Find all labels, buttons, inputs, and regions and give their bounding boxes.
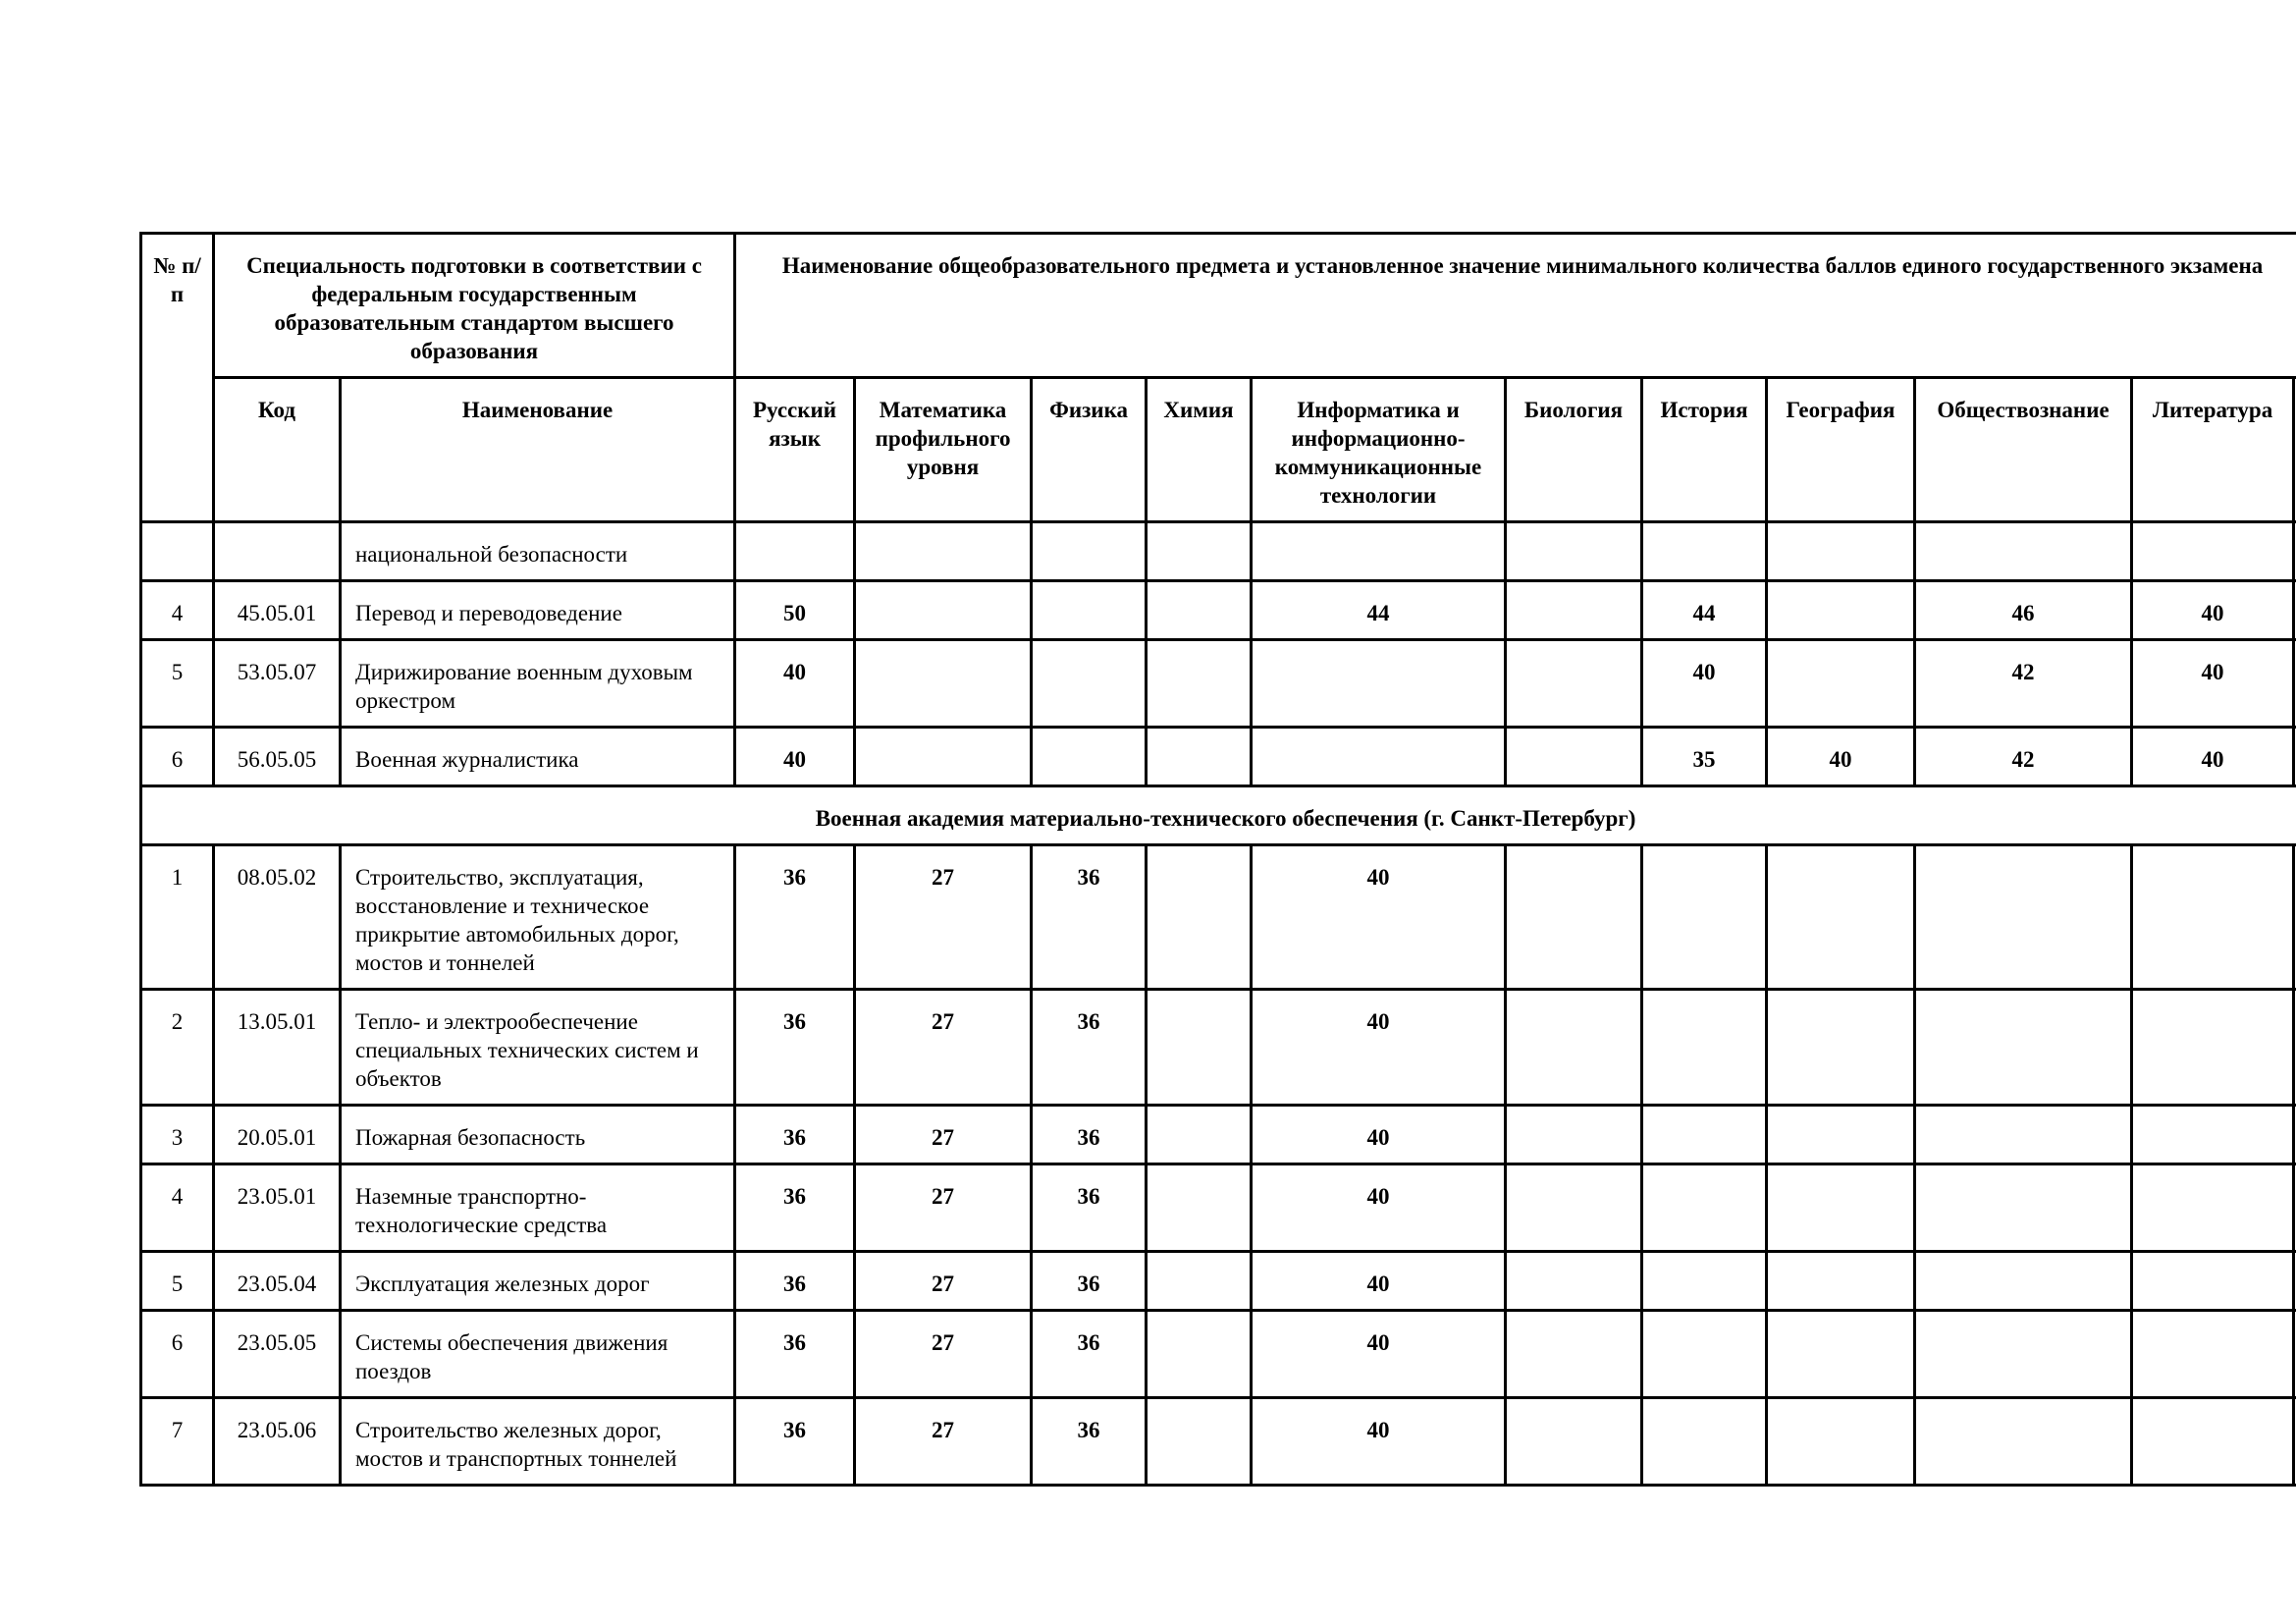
score-cell	[1767, 1164, 1915, 1252]
score-cell	[1506, 728, 1642, 786]
row-name: Строительство, эксплуатация, восстановление и техническое прикрытие автомобильных дорог, мостов и тоннелей	[341, 845, 735, 990]
row-num: 6	[141, 728, 214, 786]
table-row	[141, 581, 2296, 640]
row-code: 13.05.01	[214, 990, 341, 1106]
score-cell: 36	[1032, 1106, 1147, 1164]
score-cell	[1252, 522, 1506, 581]
row-num: 4	[141, 581, 214, 640]
table-row	[141, 845, 2296, 990]
score-cell: 27	[855, 1252, 1032, 1311]
score-cell	[1032, 581, 1147, 640]
score-cell	[2132, 522, 2294, 581]
score-cell: 27	[855, 990, 1032, 1106]
header-subjects-group: Наименование общеобразовательного предмета и установленное значение минимального количества баллов единого государственного экзамена	[735, 234, 2296, 378]
exam-scores-table	[139, 232, 2296, 1487]
table-row	[141, 728, 2296, 786]
score-cell: 36	[1032, 845, 1147, 990]
row-num: 6	[141, 1311, 214, 1398]
score-cell: 27	[855, 1106, 1032, 1164]
score-cell	[1642, 1106, 1767, 1164]
score-cell	[1642, 1398, 1767, 1486]
row-num: 4	[141, 1164, 214, 1252]
score-cell: 36	[735, 1106, 855, 1164]
score-cell: 36	[1032, 990, 1147, 1106]
score-cell: 44	[1642, 581, 1767, 640]
score-cell	[1032, 728, 1147, 786]
score-cell: 36	[1032, 1398, 1147, 1486]
score-cell	[1506, 845, 1642, 990]
table-body-top	[141, 522, 2296, 786]
score-cell	[1147, 640, 1252, 728]
score-cell	[1147, 845, 1252, 990]
score-cell	[1506, 1106, 1642, 1164]
score-cell: 40	[735, 728, 855, 786]
row-name: Строительство железных дорог, мостов и транспортных тоннелей	[341, 1398, 735, 1486]
score-cell	[1147, 1398, 1252, 1486]
header-specialty-group: Специальность подготовки в соответствии с федеральным государственным образовательным стандартом высшего образования	[214, 234, 735, 378]
score-cell: 40	[1252, 1106, 1506, 1164]
score-cell: 36	[1032, 1252, 1147, 1311]
score-cell: 40	[1252, 990, 1506, 1106]
score-cell: 40	[1252, 1311, 1506, 1398]
row-code: 20.05.01	[214, 1106, 341, 1164]
score-cell	[1767, 522, 1915, 581]
score-cell	[2132, 1106, 2294, 1164]
section-title: Военная академия материально-технического обеспечения (г. Санкт-Петербург)	[141, 786, 2296, 845]
score-cell	[1252, 640, 1506, 728]
score-cell	[2132, 1164, 2294, 1252]
score-cell	[1147, 1164, 1252, 1252]
score-cell: 36	[735, 1311, 855, 1398]
header-subject: Биология	[1506, 378, 1642, 522]
score-cell	[1147, 1106, 1252, 1164]
score-cell	[1915, 845, 2132, 990]
score-cell: 42	[1915, 728, 2132, 786]
score-cell	[735, 522, 855, 581]
header-subject: История	[1642, 378, 1767, 522]
row-num: 7	[141, 1398, 214, 1486]
score-cell	[1642, 1164, 1767, 1252]
score-cell	[855, 640, 1032, 728]
score-cell: 40	[1252, 845, 1506, 990]
score-cell: 36	[735, 1164, 855, 1252]
score-cell	[1915, 1106, 2132, 1164]
section-row	[141, 786, 2296, 845]
table-row	[141, 522, 2296, 581]
row-name: национальной безопасности	[341, 522, 735, 581]
header-num: № п/п	[141, 234, 214, 522]
header-subject: Литература	[2132, 378, 2294, 522]
header-name: Наименование	[341, 378, 735, 522]
row-name: Дирижирование военным духовым оркестром	[341, 640, 735, 728]
row-name: Пожарная безопасность	[341, 1106, 735, 1164]
score-cell: 36	[735, 1252, 855, 1311]
score-cell: 27	[855, 845, 1032, 990]
row-name: Наземные транспортно-технологические средства	[341, 1164, 735, 1252]
score-cell: 36	[1032, 1311, 1147, 1398]
score-cell	[1252, 728, 1506, 786]
row-name: Эксплуатация железных дорог	[341, 1252, 735, 1311]
score-cell	[2132, 1398, 2294, 1486]
row-num: 5	[141, 640, 214, 728]
score-cell: 50	[735, 581, 855, 640]
score-cell	[1915, 990, 2132, 1106]
table-row	[141, 1311, 2296, 1398]
score-cell: 40	[2132, 640, 2294, 728]
score-cell	[1032, 522, 1147, 581]
score-cell	[1032, 640, 1147, 728]
score-cell	[1147, 1311, 1252, 1398]
header-row-2	[141, 378, 2296, 522]
score-cell	[1642, 845, 1767, 990]
score-cell	[1915, 1252, 2132, 1311]
score-cell	[1767, 845, 1915, 990]
score-cell: 27	[855, 1311, 1032, 1398]
row-num: 5	[141, 1252, 214, 1311]
score-cell	[1915, 1164, 2132, 1252]
score-cell: 40	[1767, 728, 1915, 786]
score-cell	[1506, 522, 1642, 581]
score-cell: 40	[1642, 640, 1767, 728]
row-num: 1	[141, 845, 214, 990]
score-cell	[1506, 1311, 1642, 1398]
score-cell: 27	[855, 1398, 1032, 1486]
table-row	[141, 990, 2296, 1106]
score-cell	[1506, 581, 1642, 640]
score-cell	[1147, 990, 1252, 1106]
table-row	[141, 1106, 2296, 1164]
table-row	[141, 1398, 2296, 1486]
row-code: 56.05.05	[214, 728, 341, 786]
header-row-1	[141, 234, 2296, 378]
score-cell	[1506, 990, 1642, 1106]
score-cell	[855, 581, 1032, 640]
score-cell	[1147, 522, 1252, 581]
header-subject: Обществознание	[1915, 378, 2132, 522]
score-cell	[1506, 640, 1642, 728]
score-cell: 40	[2132, 728, 2294, 786]
score-cell: 46	[1915, 581, 2132, 640]
score-cell	[1506, 1252, 1642, 1311]
score-cell	[2132, 1252, 2294, 1311]
row-num: 2	[141, 990, 214, 1106]
score-cell: 40	[1252, 1164, 1506, 1252]
score-cell: 36	[735, 845, 855, 990]
score-cell	[1767, 1311, 1915, 1398]
score-cell	[2132, 845, 2294, 990]
score-cell: 40	[1252, 1398, 1506, 1486]
table-row	[141, 640, 2296, 728]
score-cell	[1915, 522, 2132, 581]
row-code: 23.05.01	[214, 1164, 341, 1252]
score-cell	[1642, 522, 1767, 581]
score-cell: 36	[735, 990, 855, 1106]
score-cell: 36	[735, 1398, 855, 1486]
score-cell	[1642, 1252, 1767, 1311]
score-cell: 40	[2132, 581, 2294, 640]
score-cell	[1147, 581, 1252, 640]
header-subject: Русский язык	[735, 378, 855, 522]
header-subject: Физика	[1032, 378, 1147, 522]
header-subject: Математика профильного уровня	[855, 378, 1032, 522]
score-cell	[1915, 1398, 2132, 1486]
section-body	[141, 786, 2296, 845]
score-cell	[1642, 990, 1767, 1106]
score-cell: 27	[855, 1164, 1032, 1252]
score-cell	[2132, 990, 2294, 1106]
score-cell	[1767, 990, 1915, 1106]
score-cell: 44	[1252, 581, 1506, 640]
score-cell	[1915, 1311, 2132, 1398]
score-cell	[1147, 1252, 1252, 1311]
row-code: 23.05.05	[214, 1311, 341, 1398]
header-subject: Химия	[1147, 378, 1252, 522]
row-code: 08.05.02	[214, 845, 341, 990]
table-row	[141, 1164, 2296, 1252]
score-cell	[1767, 640, 1915, 728]
score-cell	[1767, 581, 1915, 640]
row-name: Военная журналистика	[341, 728, 735, 786]
row-name: Тепло- и электрообеспечение специальных технических систем и объектов	[341, 990, 735, 1106]
row-code: 23.05.06	[214, 1398, 341, 1486]
table-row	[141, 1252, 2296, 1311]
score-cell	[1642, 1311, 1767, 1398]
score-cell	[1767, 1252, 1915, 1311]
score-cell	[855, 728, 1032, 786]
score-cell: 36	[1032, 1164, 1147, 1252]
score-cell	[2132, 1311, 2294, 1398]
score-cell	[1147, 728, 1252, 786]
row-code: 23.05.04	[214, 1252, 341, 1311]
table-body-section	[141, 845, 2296, 1486]
header-subject: Информатика и информационно-коммуникационные технологии	[1252, 378, 1506, 522]
header-subject: География	[1767, 378, 1915, 522]
score-cell	[1767, 1398, 1915, 1486]
row-num: 3	[141, 1106, 214, 1164]
score-cell	[1506, 1164, 1642, 1252]
score-cell	[855, 522, 1032, 581]
header-code: Код	[214, 378, 341, 522]
row-name: Системы обеспечения движения поездов	[341, 1311, 735, 1398]
score-cell	[1767, 1106, 1915, 1164]
row-code: 45.05.01	[214, 581, 341, 640]
score-cell: 42	[1915, 640, 2132, 728]
row-num	[141, 522, 214, 581]
row-code: 53.05.07	[214, 640, 341, 728]
score-cell: 40	[735, 640, 855, 728]
score-cell	[1506, 1398, 1642, 1486]
row-name: Перевод и переводоведение	[341, 581, 735, 640]
score-cell: 40	[1252, 1252, 1506, 1311]
score-cell: 35	[1642, 728, 1767, 786]
row-code	[214, 522, 341, 581]
